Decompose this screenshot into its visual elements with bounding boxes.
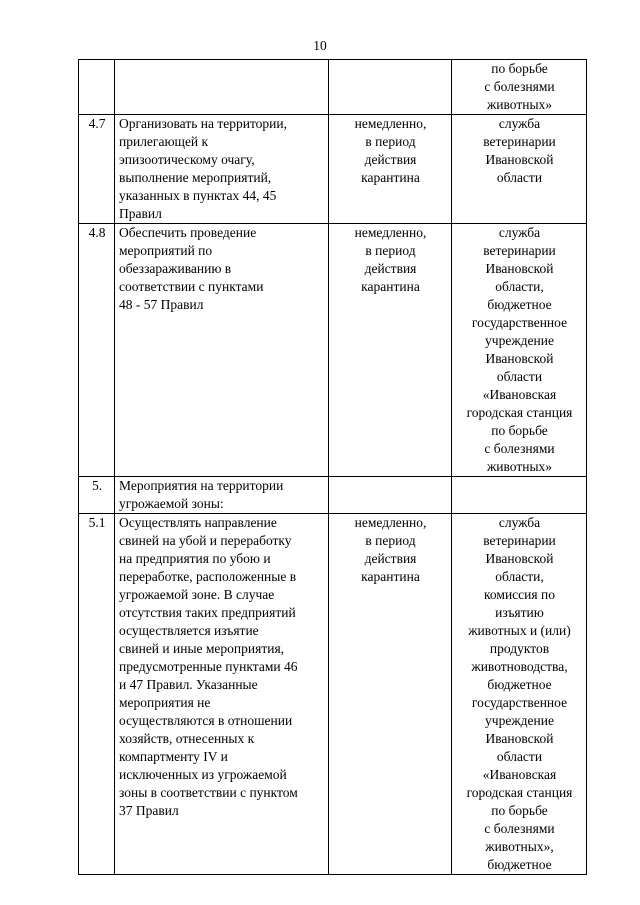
cell-text-line: служба [498,225,541,240]
action-cell [115,224,329,477]
cell-text-line: 37 Правил [119,803,179,818]
cell-text-line: переработке, расположенные в [119,569,297,584]
responsible-cell [452,115,587,224]
action-cell [115,115,329,224]
cell-text-line: мероприятий по [119,243,213,258]
cell-text-line: карантина [361,569,420,584]
cell-text-line: действия [364,261,417,276]
cell-text-line: области, [495,279,544,294]
cell-text-line: свиней и иные мероприятия, [119,641,285,656]
cell-text-line: животноводства, [471,659,568,674]
cell-text-line: бюджетное [487,297,552,312]
responsible-cell [452,477,587,514]
cell-text-line: выполнение мероприятий, [119,170,272,185]
cell-text-line: угрожаемой зоне. В случае [119,587,275,602]
cell-text-line: указанных в пунктах 44, 45 [119,188,277,203]
item-number-cell: 4.8 [79,224,115,477]
cell-text-line: отсутствия таких предприятий [119,605,296,620]
cell-text-line: животных» [486,459,553,474]
cell-text-line: эпизоотическому очагу, [119,152,255,167]
item-number-cell [79,60,115,115]
table-row [79,477,587,514]
term-cell [329,477,452,514]
cell-text-line: с болезнями [484,821,555,836]
cell-text-line: учреждение [485,333,554,348]
cell-text-line: Ивановской [485,351,554,366]
page-number: 10 [313,38,327,53]
cell-text-line: государственное [471,315,568,330]
cell-text-line: зоны в соответствии с пунктом [119,785,298,800]
cell-text-line: карантина [361,279,420,294]
cell-text-line: «Ивановская [482,767,557,782]
cell-text-line: Обеспечить проведение [119,225,257,240]
cell-text-line: предусмотренные пунктами 46 [119,659,298,674]
cell-text-line: Мероприятия на территории [119,478,284,493]
cell-text-line: «Ивановская [482,387,557,402]
cell-text-line: области [496,369,543,384]
cell-text-line: немедленно, [354,116,427,131]
table-row [79,514,587,875]
table-row [79,115,587,224]
cell-text-line: области, [495,569,544,584]
cell-text-line: прилегающей к [119,134,209,149]
cell-text-line: по борьбе [491,61,548,76]
cell-text-line: угрожаемой зоны: [119,496,224,511]
action-cell [115,477,329,514]
cell-text-line: по борьбе [491,803,548,818]
cell-text-line: исключенных из угрожаемой [119,767,287,782]
cell-text-line: Ивановской [485,551,554,566]
cell-text-line: служба [498,116,541,131]
cell-text-line: ветеринарии [483,533,556,548]
cell-text-line: области [496,170,543,185]
table-row [79,60,587,115]
term-cell [329,514,452,875]
cell-text-line: с болезнями [484,79,555,94]
cell-text-line: по борьбе [491,423,548,438]
item-number-cell: 4.7 [79,115,115,224]
responsible-cell [452,60,587,115]
cell-text-line: хозяйств, отнесенных к [119,731,255,746]
cell-text-line: изъятию [495,605,544,620]
responsible-cell [452,514,587,875]
action-cell [115,60,329,115]
cell-text-line: животных», [485,839,554,854]
cell-text-line: и 47 Правил. Указанные [119,677,258,692]
cell-text-line: карантина [361,170,420,185]
cell-text-line: действия [364,152,417,167]
cell-text-line: учреждение [485,713,554,728]
term-cell [329,224,452,477]
cell-text-line: животных и (или) [468,623,571,638]
cell-text-line: городская станция [466,785,573,800]
cell-text-line: немедленно, [354,515,427,530]
cell-text-line: служба [498,515,541,530]
cell-text-line: комиссия по [484,587,555,602]
cell-text-line: в период [365,533,416,548]
responsible-cell [452,224,587,477]
cell-text-line: ветеринарии [483,243,556,258]
cell-text-line: с болезнями [484,441,555,456]
cell-text-line: Осуществлять направление [119,515,277,530]
cell-text-line: Ивановской [485,152,554,167]
cell-text-line: бюджетное [487,677,552,692]
cell-text-line: 48 - 57 Правил [119,297,204,312]
table-row [79,224,587,477]
item-number-cell: 5.1 [79,514,115,875]
cell-text-line: соответствии с пунктами [119,279,264,294]
cell-text-line: действия [364,551,417,566]
cell-text-line: области [496,749,543,764]
cell-text-line: немедленно, [354,225,427,240]
cell-text-line: продуктов [489,641,550,656]
cell-text-line: мероприятия не [119,695,211,710]
action-cell [115,514,329,875]
cell-text-line: Ивановской [485,261,554,276]
item-number-cell: 5. [79,477,115,514]
cell-text-line: ветеринарии [483,134,556,149]
cell-text-line: Правил [119,206,162,221]
cell-text-line: осуществляются в отношении [119,713,293,728]
term-cell [329,115,452,224]
cell-text-line: государственное [471,695,568,710]
cell-text-line: животных» [486,97,553,112]
cell-text-line: Ивановской [485,731,554,746]
cell-text-line: свиней на убой и переработку [119,533,292,548]
term-cell [329,60,452,115]
cell-text-line: городская станция [466,405,573,420]
cell-text-line: компартменту IV и [119,749,228,764]
cell-text-line: бюджетное [487,857,552,872]
measures-table [78,59,587,875]
cell-text-line: на предприятия по убою и [119,551,271,566]
cell-text-line: в период [365,134,416,149]
cell-text-line: обеззараживанию в [119,261,232,276]
cell-text-line: осуществляется изъятие [119,623,259,638]
cell-text-line: Организовать на территории, [119,116,288,131]
cell-text-line: в период [365,243,416,258]
